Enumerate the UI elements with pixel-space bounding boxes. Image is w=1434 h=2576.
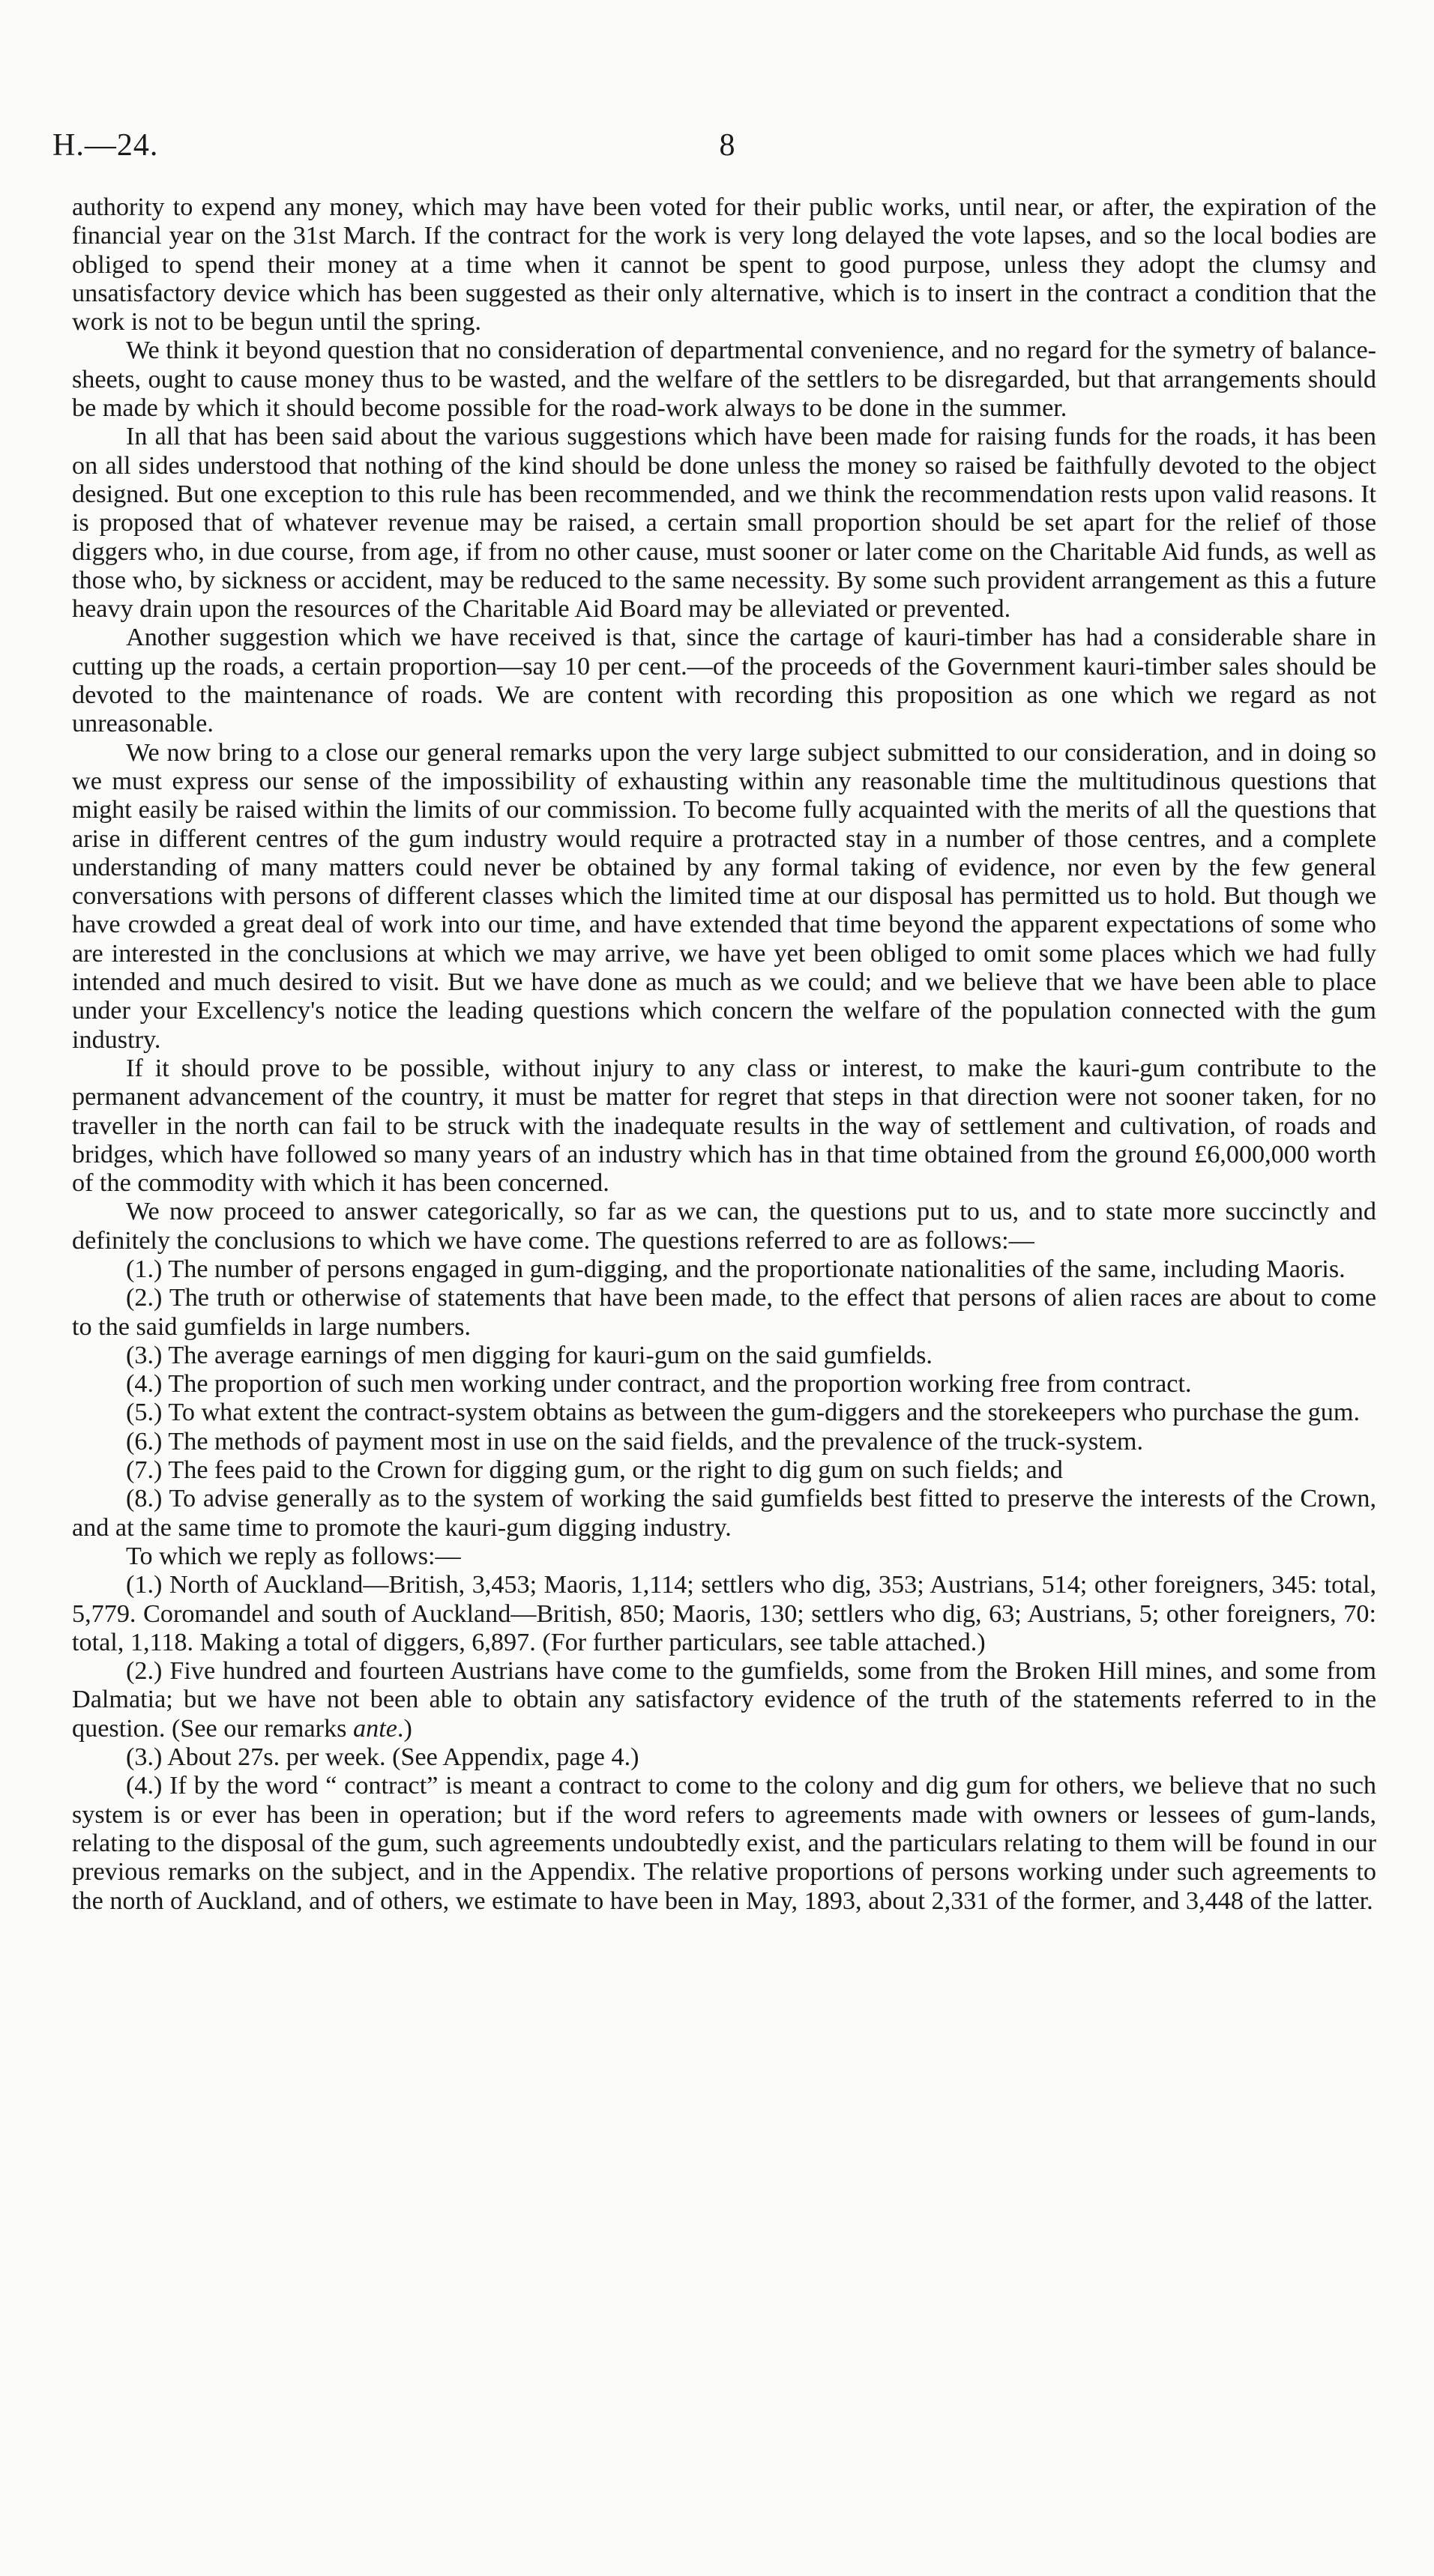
question-item: (5.) To what extent the contract-system obtains as between the gum-diggers and the storekeepers who purchase the gum. — [126, 1399, 1361, 1427]
paragraph: In all that has been said about the various suggestions which have been made for raising funds for the roads, it has been on all sides understood that nothing of the kind should be done unless the money so raised be faithfully devoted to the object designed. But one exception to this rule has been recommended, and we think the recommendation rests upon valid reasons. It is proposed that of whatever revenue may be raised, a certain small proportion should be set apart for the relief of those diggers who, in due course, from age, if from no other cause, must sooner or later come on the Charitable Aid funds, as well as those who, by sickness or accident, may be reduced to the same necessity. By some such provident arrangement as this a future heavy drain upon the resources of the Charitable Aid Board may be alleviated or prevented. — [72, 423, 1376, 624]
italic-word: ante — [353, 1714, 397, 1743]
document-code: H.—24. — [52, 128, 159, 163]
answer-item: (4.) If by the word “ contract” is meant a contract to come to the colony and dig gum for others, we believe that no such system is or ever has been in operation; but if the word refers to agreements made with owners or lessees of gum-lands, relating to the disposal of the gum, such agreements undoubtedly exist, and the particulars relating to them will be found in our previous remarks on the subject, and in the Appendix. The relative proportions of persons working under such agreements to the north of Auckland, and of others, we estimate to have been in May, 1893, about 2,331 of the former, and 3,448 of the latter. — [72, 1772, 1376, 1915]
paragraph-continuation: authority to expend any money, which may have been voted for their public works, until near, or after, the expiration of the financial year on the 31st March. If the contract for the work is very long delayed the vote lapses, and so the local bodies are obliged to spend their money at a time when it cannot be spent to good purpose, unless they adopt the clumsy and unsatisfactory device which has been suggested as their only alternative, which is to insert in the contract a condition that the work is not to be begun until the spring. — [72, 193, 1376, 337]
paragraph: Another suggestion which we have received is that, since the cartage of kauri-timber has had a considerable share in cutting up the roads, a certain proportion—say 10 per cent.—of the proceeds of the Government kauri-timber sales should be devoted to the maintenance of roads. We are content with recording this proposition as one which we regard as not unreasonable. — [72, 624, 1376, 738]
paragraph: If it should prove to be possible, without injury to any class or interest, to make the kauri-gum contribute to the permanent advancement of the country, it must be matter for regret that steps in that direction were not sooner taken, for no traveller in the north can fail to be struck with the inadequate results in the way of settlement and cultivation, of roads and bridges, which have followed so many years of an industry which has in that time obtained from the ground £6,000,000 worth of the commodity with which it has been concerned. — [72, 1054, 1376, 1198]
question-item: (2.) The truth or otherwise of statements that have been made, to the effect that persons of alien races are about to come to the said gumfields in large numbers. — [72, 1284, 1376, 1341]
question-item: (1.) The number of persons engaged in gum-digging, and the proportionate nationalities of the same, including Maoris. — [126, 1255, 1346, 1283]
reply-intro: To which we reply as follows:— — [126, 1542, 461, 1570]
paragraph: We now bring to a close our general remarks upon the very large subject submitted to our consideration, and in doing so we must express our sense of the impossibility of exhausting within any reasonable time the multitudinous questions that might easily be raised within the limits of our commission. To become fully acquainted with the merits of all the questions that arise in different centres of the gum industry would require a protracted stay in a number of those centres, and a complete understanding of many matters could never be obtained by any formal taking of evidence, nor even by the few general conversations with persons of different classes which the limited time at our disposal has permitted us to hold. But though we have crowded a great deal of work into our time, and have extended that time beyond the apparent expectations of some who are interested in the conclusions at which we may arrive, we have yet been obliged to omit some places which we had fully intended and much desired to visit. But we have done as much as we could; and we believe that we have been able to place under your Excellency's notice the leading questions which concern the welfare of the population connected with the gum industry. — [72, 738, 1376, 1054]
question-item: (6.) The methods of payment most in use on the said fields, and the prevalence of the truck-system. — [126, 1427, 1144, 1456]
question-item: (3.) The average earnings of men digging for kauri-gum on the said gumfields. — [126, 1341, 933, 1369]
question-item: (7.) The fees paid to the Crown for digging gum, or the right to dig gum on such fields; and — [126, 1456, 1063, 1485]
document-body — [72, 193, 1376, 1916]
answer-text: (2.) Five hundred and fourteen Austrians have come to the gumfields, some from the Broken Hill mines, and some from Dalmatia; but we have not been able to obtain any satisfactory evidence of the truth of the statements referred to in the question. (See our remarks — [72, 1657, 1376, 1743]
question-item: (8.) To advise generally as to the system of working the said gumfields best fitted to preserve the interests of the Crown, and at the same time to promote the kauri-gum digging industry. — [72, 1485, 1376, 1542]
paragraph: We think it beyond question that no consideration of departmental convenience, and no regard for the symetry of balance-sheets, ought to cause money thus to be wasted, and the welfare of the settlers to be disregarded, but that arrangements should be made by which it should become possible for the road-work always to be done in the summer. — [72, 337, 1376, 423]
answer-item — [72, 1657, 1376, 1743]
paragraph: We now proceed to answer categorically, so far as we can, the questions put to us, and to state more succinctly and definitely the conclusions to which we have come. The questions referred to are as follows:— — [72, 1198, 1376, 1255]
question-item: (4.) The proportion of such men working under contract, and the proportion working free from contract. — [126, 1370, 1192, 1399]
answer-item: (3.) About 27s. per week. (See Appendix, page 4.) — [126, 1743, 639, 1772]
closing-punctuation: .) — [397, 1714, 412, 1743]
page-number: 8 — [719, 128, 735, 163]
answer-item: (1.) North of Auckland—British, 3,453; Maoris, 1,114; settlers who dig, 353; Austrians, 514; other foreigners, 345: total, 5,779. Coromandel and south of Auckland—British, 850; Maoris, 130; settlers who dig, 63; Austrians, 5; other foreigners, 70: total, 1,118. Making a total of diggers, 6,897. (For further particulars, see table attached.) — [72, 1571, 1376, 1656]
